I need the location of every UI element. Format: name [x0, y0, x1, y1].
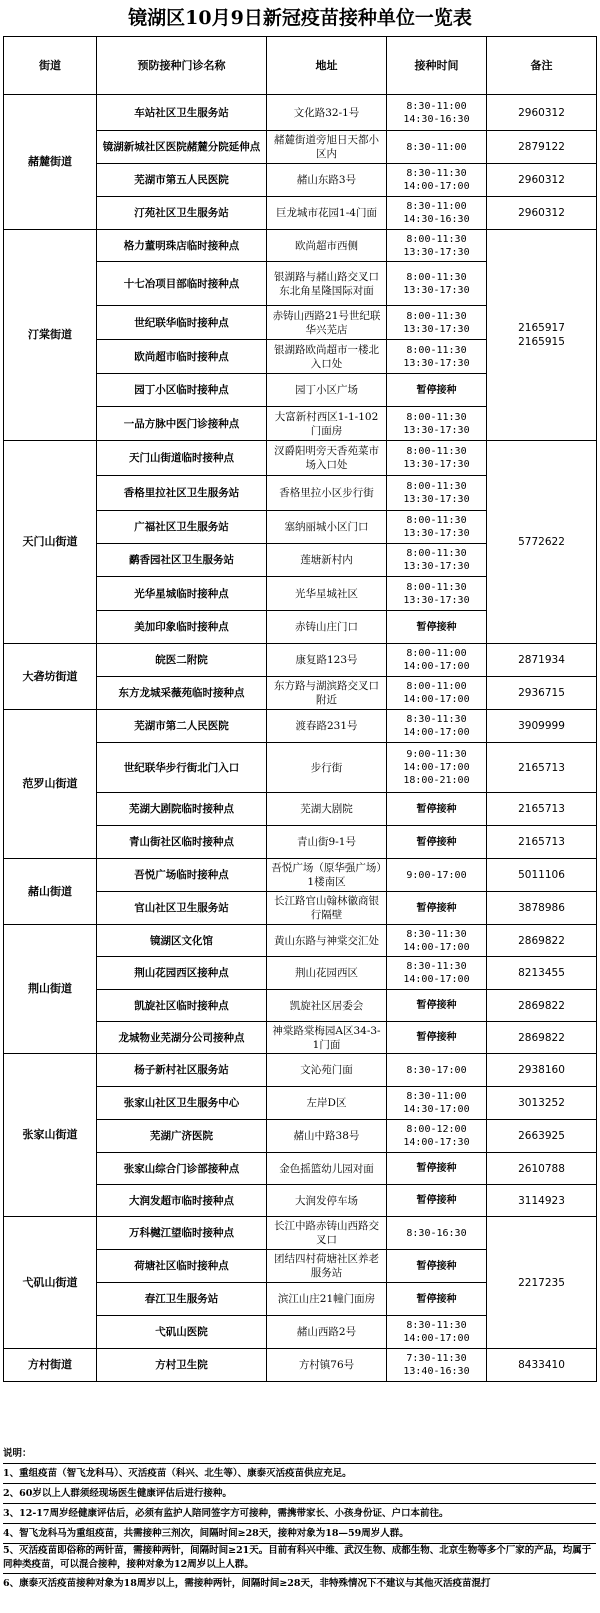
site-phone: 2165713	[487, 793, 597, 826]
site-name: 弋矶山医院	[97, 1316, 267, 1349]
site-time: 8:00-11:30 13:30-17:30	[387, 544, 487, 577]
site-time: 8:00-11:30 13:30-17:30	[387, 407, 487, 441]
note-item: 3、12-17周岁经健康评估后，必须有监护人陪同签字方可接种，需携带家长、小孩身份证、户口本前往。	[3, 1504, 596, 1524]
street-name: 汀棠街道	[4, 230, 97, 441]
site-time: 暂停接种	[387, 793, 487, 826]
table-row	[4, 925, 597, 957]
street-name: 赭山街道	[4, 859, 97, 925]
site-phone: 2165713	[487, 743, 597, 793]
table-row	[4, 710, 597, 743]
note-item: 2、60岁以上人群须经现场医生健康评估后进行接种。	[3, 1484, 596, 1504]
site-name: 园丁小区临时接种点	[97, 374, 267, 407]
site-phone: 2869822	[487, 1022, 597, 1054]
site-address: 巨龙城市花园1-4门面	[267, 197, 387, 230]
table-row	[4, 1054, 597, 1087]
site-address: 赤铸山西路21号世纪联华兴芜店	[267, 306, 387, 340]
note-item: 6、康泰灭活疫苗接种对象为18周岁以上，需接种两针，间隔时间≥28天，非特殊情况下不建议与其他灭活疫苗混打	[3, 1578, 491, 1589]
street-name: 大砻坊街道	[4, 644, 97, 710]
site-address: 大富新村西区1-1-102门面房	[267, 407, 387, 441]
site-address: 康复路123号	[267, 644, 387, 677]
site-time: 8:00-11:30 13:30-17:30	[387, 476, 487, 511]
site-time: 8:30-11:30 14:00-17:00	[387, 164, 487, 197]
site-name: 龙城物业芜湖分公司接种点	[97, 1022, 267, 1054]
note-item: 5、灭活疫苗即俗称的两针苗，需接种两针，间隔时间≥21天。目前有科兴中维、武汉生物、成都生物、北京生物等多个厂家的产品，均属于同种类疫苗，可以混合接种，接种对象为12周岁以上人群。	[3, 1544, 596, 1574]
site-address: 赭山中路38号	[267, 1120, 387, 1153]
site-time: 8:00-11:30 13:30-17:30	[387, 230, 487, 262]
site-phone: 3909999	[487, 710, 597, 743]
site-time: 9:00-11:30 14:00-17:00 18:00-21:00	[387, 743, 487, 793]
site-phone: 2879122	[487, 131, 597, 164]
site-address: 方村镇76号	[267, 1349, 387, 1382]
site-time: 8:30-11:30 14:00-17:00	[387, 710, 487, 743]
site-time: 8:30-11:30 14:00-17:00	[387, 1316, 487, 1349]
site-phone: 2871934	[487, 644, 597, 677]
site-name: 世纪联华步行街北门入口	[97, 743, 267, 793]
header-time: 接种时间	[387, 37, 487, 95]
site-phone: 2960312	[487, 95, 597, 131]
note-item: 1、重组疫苗（智飞龙科马）、灭活疫苗（科兴、北生等）、康泰灭活疫苗供应充足。	[3, 1464, 596, 1484]
table-row	[4, 230, 597, 262]
site-time: 8:00-11:30 13:30-17:30	[387, 441, 487, 476]
header-site: 预防接种门诊名称	[97, 37, 267, 95]
header-remark: 备注	[487, 37, 597, 95]
site-address: 赭山西路2号	[267, 1316, 387, 1349]
site-address: 芜湖大剧院	[267, 793, 387, 826]
site-time: 8:30-11:00 14:30-16:30	[387, 197, 487, 230]
site-time: 暂停接种	[387, 611, 487, 644]
site-name: 荆山花园西区接种点	[97, 957, 267, 990]
site-name: 东方龙城采薇苑临时接种点	[97, 677, 267, 710]
street-name: 方村街道	[4, 1349, 97, 1382]
site-name: 大润发超市临时接种点	[97, 1185, 267, 1217]
page-title: 镜湖区10月9日新冠疫苗接种单位一览表	[128, 7, 472, 29]
site-name: 青山街社区临时接种点	[97, 826, 267, 859]
site-time: 8:30-11:00	[387, 131, 487, 164]
site-time: 暂停接种	[387, 826, 487, 859]
site-time: 8:30-11:00 14:30-17:00	[387, 1087, 487, 1120]
table-row	[4, 95, 597, 131]
site-address: 左岸D区	[267, 1087, 387, 1120]
site-name: 格力董明珠店临时接种点	[97, 230, 267, 262]
table-header-row	[4, 37, 597, 95]
street-name: 天门山街道	[4, 441, 97, 644]
site-address: 汊爵阳明旁天香苑菜市场入口处	[267, 441, 387, 476]
site-time: 暂停接种	[387, 1185, 487, 1217]
site-address: 银湖路欧尚超市一楼北入口处	[267, 340, 387, 374]
site-address: 东方路与湖滨路交叉口附近	[267, 677, 387, 710]
site-name: 鹬香园社区卫生服务站	[97, 544, 267, 577]
table-row	[4, 859, 597, 892]
site-name: 芜湖市第二人民医院	[97, 710, 267, 743]
site-phone: 2960312	[487, 164, 597, 197]
site-phone: 2610788	[487, 1153, 597, 1185]
site-name: 吾悦广场临时接种点	[97, 859, 267, 892]
site-time: 8:30-17:00	[387, 1054, 487, 1087]
site-address: 神棠路棠梅园A区34-3-1门面	[267, 1022, 387, 1054]
site-time: 8:30-16:30	[387, 1217, 487, 1250]
header-street: 街道	[4, 37, 97, 95]
street-name: 张家山街道	[4, 1054, 97, 1217]
site-address: 长江路官山翰林徽商银行隔壁	[267, 892, 387, 925]
vaccination-table	[3, 36, 597, 1382]
site-address: 欧尚超市西侧	[267, 230, 387, 262]
site-time: 8:00-11:30 13:30-17:30	[387, 577, 487, 611]
group-phone: 2217235	[487, 1217, 597, 1349]
site-phone: 2663925	[487, 1120, 597, 1153]
site-phone: 3878986	[487, 892, 597, 925]
site-name: 香格里拉社区卫生服务站	[97, 476, 267, 511]
site-name: 广福社区卫生服务站	[97, 511, 267, 544]
site-address: 大润发停车场	[267, 1185, 387, 1217]
site-time: 暂停接种	[387, 990, 487, 1022]
street-name: 赭麓街道	[4, 95, 97, 230]
site-time: 9:00-17:00	[387, 859, 487, 892]
site-address: 光华星城社区	[267, 577, 387, 611]
site-phone: 8433410	[487, 1349, 597, 1382]
site-time: 8:00-11:30 13:30-17:30	[387, 262, 487, 306]
site-address: 青山街9-1号	[267, 826, 387, 859]
site-address: 凯旋社区居委会	[267, 990, 387, 1022]
site-time: 暂停接种	[387, 1022, 487, 1054]
site-time: 8:30-11:30 14:00-17:00	[387, 925, 487, 957]
street-name: 范罗山街道	[4, 710, 97, 859]
site-name: 十七冶项目部临时接种点	[97, 262, 267, 306]
site-name: 春江卫生服务站	[97, 1283, 267, 1316]
site-phone: 2960312	[487, 197, 597, 230]
site-address: 赤铸山庄门口	[267, 611, 387, 644]
table-body	[4, 95, 597, 1382]
site-address: 香格里拉小区步行街	[267, 476, 387, 511]
site-name: 张家山社区卫生服务中心	[97, 1087, 267, 1120]
site-name: 杨子新村社区服务站	[97, 1054, 267, 1087]
site-address: 文沁苑门面	[267, 1054, 387, 1087]
site-phone: 2869822	[487, 990, 597, 1022]
header-address: 地址	[267, 37, 387, 95]
site-name: 皖医二附院	[97, 644, 267, 677]
site-phone: 3013252	[487, 1087, 597, 1120]
site-address: 团结四村荷塘社区养老服务站	[267, 1250, 387, 1283]
table-row	[4, 1217, 597, 1250]
site-address: 荆山花园西区	[267, 957, 387, 990]
note-item: 4、智飞龙科马为重组疫苗，共需接种三剂次，间隔时间≥28天，接种对象为18—59周岁人群。	[3, 1524, 596, 1544]
site-name: 官山社区卫生服务站	[97, 892, 267, 925]
site-address: 步行街	[267, 743, 387, 793]
site-phone: 5011106	[487, 859, 597, 892]
table-row	[4, 441, 597, 476]
site-name: 车站社区卫生服务站	[97, 95, 267, 131]
site-name: 天门山街道临时接种点	[97, 441, 267, 476]
site-name: 张家山综合门诊部接种点	[97, 1153, 267, 1185]
site-phone: 2936715	[487, 677, 597, 710]
site-time: 8:00-12:00 14:00-17:30	[387, 1120, 487, 1153]
site-time: 暂停接种	[387, 1283, 487, 1316]
site-name: 芜湖大剧院临时接种点	[97, 793, 267, 826]
site-time: 暂停接种	[387, 1153, 487, 1185]
table-row	[4, 644, 597, 677]
site-phone: 2938160	[487, 1054, 597, 1087]
site-address: 黄山东路与神棠交汇处	[267, 925, 387, 957]
site-name: 欧尚超市临时接种点	[97, 340, 267, 374]
street-name: 荆山街道	[4, 925, 97, 1054]
site-time: 暂停接种	[387, 892, 487, 925]
site-name: 世纪联华临时接种点	[97, 306, 267, 340]
site-address: 吾悦广场（原华强广场）1楼南区	[267, 859, 387, 892]
site-name: 镜湖新城社区医院赭麓分院延伸点	[97, 131, 267, 164]
site-time: 8:00-11:30 13:30-17:30	[387, 511, 487, 544]
site-name: 芜湖市第五人民医院	[97, 164, 267, 197]
site-address: 金色摇篮幼儿园对面	[267, 1153, 387, 1185]
group-phone: 2165917 2165915	[487, 230, 597, 441]
site-name: 芜湖广济医院	[97, 1120, 267, 1153]
site-name: 荷塘社区临时接种点	[97, 1250, 267, 1283]
site-phone: 3114923	[487, 1185, 597, 1217]
street-name: 弋矶山街道	[4, 1217, 97, 1349]
site-name: 方村卫生院	[97, 1349, 267, 1382]
site-address: 滨江山庄21幢门面房	[267, 1283, 387, 1316]
site-time: 8:00-11:00 14:00-17:00	[387, 644, 487, 677]
site-address: 银湖路与赭山路交叉口东北角星隆国际对面	[267, 262, 387, 306]
site-phone: 2165713	[487, 826, 597, 859]
site-address: 渡春路231号	[267, 710, 387, 743]
site-name: 镜湖区文化馆	[97, 925, 267, 957]
site-address: 塞纳丽城小区门口	[267, 511, 387, 544]
site-name: 凯旋社区临时接种点	[97, 990, 267, 1022]
notes-heading: 说明：	[3, 1444, 596, 1464]
site-name: 汀苑社区卫生服务站	[97, 197, 267, 230]
site-time: 8:30-11:30 14:00-17:00	[387, 957, 487, 990]
site-address: 园丁小区广场	[267, 374, 387, 407]
site-address: 文化路32-1号	[267, 95, 387, 131]
site-time: 7:30-11:30 13:40-16:30	[387, 1349, 487, 1382]
site-phone: 8213455	[487, 957, 597, 990]
site-time: 8:00-11:30 13:30-17:30	[387, 340, 487, 374]
site-name: 一品方脉中医门诊接种点	[97, 407, 267, 441]
notes-section	[3, 1444, 596, 1594]
site-address: 赭山东路3号	[267, 164, 387, 197]
site-time: 8:00-11:00 14:00-17:00	[387, 677, 487, 710]
site-address: 莲塘新村内	[267, 544, 387, 577]
site-time: 8:00-11:30 13:30-17:30	[387, 306, 487, 340]
site-address: 赭麓街道旁旭日天都小区内	[267, 131, 387, 164]
site-address: 长江中路赤铸山西路交叉口	[267, 1217, 387, 1250]
site-time: 暂停接种	[387, 1250, 487, 1283]
table-row	[4, 1349, 597, 1382]
site-phone: 2869822	[487, 925, 597, 957]
site-time: 暂停接种	[387, 374, 487, 407]
group-phone: 5772622	[487, 441, 597, 644]
site-time: 8:30-11:00 14:30-16:30	[387, 95, 487, 131]
site-name: 万科樾江望临时接种点	[97, 1217, 267, 1250]
site-name: 美加印象临时接种点	[97, 611, 267, 644]
site-name: 光华星城临时接种点	[97, 577, 267, 611]
